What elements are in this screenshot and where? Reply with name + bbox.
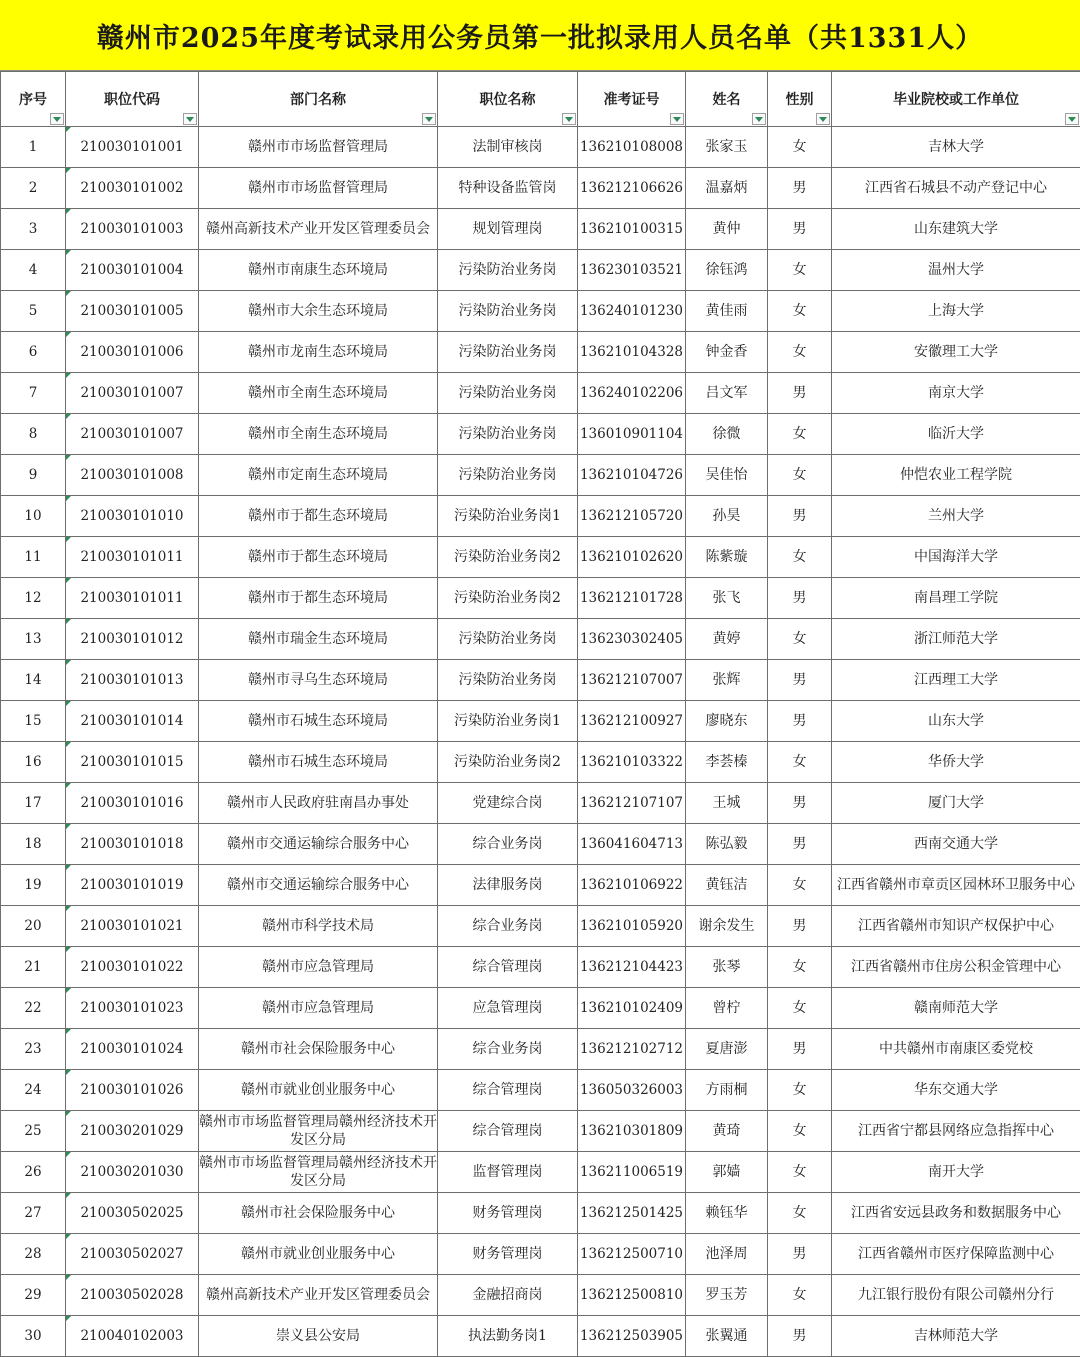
table-row [1,1152,1080,1193]
cell-position-name[interactable]: 污染防治业务岗 [438,373,578,414]
cell-exam-number[interactable]: 136212106626 [578,168,686,209]
cell-name[interactable]: 徐钰鸿 [686,250,768,291]
cell-position-name[interactable]: 金融招商岗 [438,1275,578,1316]
cell-gender[interactable]: 女 [768,619,832,660]
cell-name[interactable]: 曾柠 [686,988,768,1029]
cell-name[interactable]: 黄佳雨 [686,291,768,332]
cell-exam-number[interactable]: 136212100927 [578,701,686,742]
cell-index[interactable]: 21 [1,947,66,988]
cell-exam-number[interactable]: 136212107007 [578,660,686,701]
header-label: 毕业院校或工作单位 [832,89,1080,109]
cell-name[interactable]: 李荟榛 [686,742,768,783]
cell-gender[interactable]: 女 [768,1070,832,1111]
cell-position-name[interactable]: 污染防治业务岗2 [438,537,578,578]
table-row [1,332,1080,373]
cell-gender[interactable]: 男 [768,1234,832,1275]
cell-name[interactable]: 罗玉芳 [686,1275,768,1316]
cell-gender[interactable]: 女 [768,947,832,988]
cell-school-or-employer[interactable]: 华东交通大学 [832,1070,1080,1111]
cell-exam-number[interactable]: 136210106922 [578,865,686,906]
cell-position-name[interactable]: 法制审核岗 [438,127,578,168]
table-row [1,455,1080,496]
cell-gender[interactable]: 男 [768,660,832,701]
cell-exam-number[interactable]: 136212501425 [578,1193,686,1234]
cell-department[interactable]: 赣州市市场监督管理局赣州经济技术开发区分局 [199,1111,438,1152]
cell-gender[interactable]: 女 [768,742,832,783]
filter-dropdown-icon[interactable] [1065,113,1079,125]
cell-name[interactable]: 黄钰洁 [686,865,768,906]
cell-position-name[interactable]: 财务管理岗 [438,1193,578,1234]
cell-position-name[interactable]: 污染防治业务岗 [438,660,578,701]
cell-exam-number[interactable]: 136212503905 [578,1316,686,1357]
cell-school-or-employer[interactable]: 兰州大学 [832,496,1080,537]
cell-index[interactable]: 29 [1,1275,66,1316]
cell-exam-number[interactable]: 136230103521 [578,250,686,291]
cell-index[interactable]: 8 [1,414,66,455]
header-cell-position-code [66,72,199,127]
cell-school-or-employer[interactable]: 温州大学 [832,250,1080,291]
cell-gender[interactable]: 男 [768,373,832,414]
cell-school-or-employer[interactable]: 西南交通大学 [832,824,1080,865]
header-cell-index [1,72,66,127]
cell-position-code[interactable]: 210030101026 [66,1070,199,1111]
cell-gender[interactable]: 男 [768,496,832,537]
cell-school-or-employer[interactable]: 中国海洋大学 [832,537,1080,578]
cell-position-code[interactable]: 210030101008 [66,455,199,496]
cell-school-or-employer[interactable]: 赣南师范大学 [832,988,1080,1029]
cell-position-name[interactable]: 党建综合岗 [438,783,578,824]
cell-exam-number[interactable]: 136210102620 [578,537,686,578]
cell-position-code[interactable]: 210030101006 [66,332,199,373]
cell-index[interactable]: 7 [1,373,66,414]
table-row [1,127,1080,168]
page-title: 赣州市2025年度考试录用公务员第一批拟录用人员名单（共1331人） [97,16,983,55]
cell-name[interactable]: 张飞 [686,578,768,619]
cell-index[interactable]: 16 [1,742,66,783]
cell-position-name[interactable]: 执法勤务岗1 [438,1316,578,1357]
cell-position-name[interactable]: 污染防治业务岗 [438,332,578,373]
cell-index[interactable]: 22 [1,988,66,1029]
cell-name[interactable]: 谢余发生 [686,906,768,947]
personnel-table [0,71,1080,1357]
header-row [1,72,1080,127]
table-row [1,168,1080,209]
header-label: 性别 [768,89,831,109]
cell-school-or-employer[interactable]: 上海大学 [832,291,1080,332]
cell-gender[interactable]: 男 [768,168,832,209]
cell-position-code[interactable]: 210030101005 [66,291,199,332]
header-label: 职位名称 [438,89,577,109]
cell-exam-number[interactable]: 136240102206 [578,373,686,414]
cell-position-code[interactable]: 210030101024 [66,1029,199,1070]
cell-position-name[interactable]: 财务管理岗 [438,1234,578,1275]
cell-gender[interactable]: 男 [768,209,832,250]
cell-position-code[interactable]: 210030201030 [66,1152,199,1193]
cell-school-or-employer[interactable]: 江西省赣州市医疗保障监测中心 [832,1234,1080,1275]
cell-index[interactable]: 27 [1,1193,66,1234]
table-row [1,783,1080,824]
cell-position-name[interactable]: 污染防治业务岗 [438,619,578,660]
cell-department[interactable]: 赣州市石城生态环境局 [199,742,438,783]
header-cell-name [686,72,768,127]
cell-school-or-employer[interactable]: 南昌理工学院 [832,578,1080,619]
cell-index[interactable]: 10 [1,496,66,537]
cell-position-code[interactable]: 210030101012 [66,619,199,660]
cell-exam-number[interactable]: 136230302405 [578,619,686,660]
cell-index[interactable]: 6 [1,332,66,373]
cell-exam-number[interactable]: 136211006519 [578,1152,686,1193]
cell-school-or-employer[interactable]: 山东建筑大学 [832,209,1080,250]
cell-school-or-employer[interactable]: 吉林大学 [832,127,1080,168]
cell-school-or-employer[interactable]: 江西省石城县不动产登记中心 [832,168,1080,209]
cell-department[interactable]: 赣州市应急管理局 [199,988,438,1029]
table-row [1,742,1080,783]
cell-position-name[interactable]: 法律服务岗 [438,865,578,906]
cell-index[interactable]: 15 [1,701,66,742]
cell-gender[interactable]: 男 [768,1316,832,1357]
cell-index[interactable]: 17 [1,783,66,824]
cell-index[interactable]: 9 [1,455,66,496]
cell-position-name[interactable]: 污染防治业务岗 [438,414,578,455]
cell-position-name[interactable]: 特种设备监管岗 [438,168,578,209]
header-label: 准考证号 [578,89,685,109]
cell-position-code[interactable]: 210030101011 [66,578,199,619]
cell-school-or-employer[interactable]: 临沂大学 [832,414,1080,455]
cell-exam-number[interactable]: 136050326003 [578,1070,686,1111]
title-bar [0,0,1080,71]
cell-school-or-employer[interactable]: 江西省赣州市知识产权保护中心 [832,906,1080,947]
table-row [1,1234,1080,1275]
cell-position-name[interactable]: 污染防治业务岗1 [438,496,578,537]
cell-position-name[interactable]: 综合管理岗 [438,947,578,988]
cell-department[interactable]: 赣州市市场监督管理局 [199,168,438,209]
cell-index[interactable]: 23 [1,1029,66,1070]
cell-exam-number[interactable]: 136212500710 [578,1234,686,1275]
table-row [1,660,1080,701]
cell-department[interactable]: 赣州市全南生态环境局 [199,373,438,414]
cell-exam-number[interactable]: 136212500810 [578,1275,686,1316]
cell-position-code[interactable]: 210030101015 [66,742,199,783]
cell-position-name[interactable]: 综合管理岗 [438,1070,578,1111]
cell-index[interactable]: 4 [1,250,66,291]
cell-gender[interactable]: 女 [768,1275,832,1316]
table-row [1,947,1080,988]
cell-name[interactable]: 张翼通 [686,1316,768,1357]
cell-exam-number[interactable]: 136210100315 [578,209,686,250]
cell-gender[interactable]: 女 [768,1152,832,1193]
cell-position-name[interactable]: 污染防治业务岗 [438,291,578,332]
cell-department[interactable]: 赣州市就业创业服务中心 [199,1070,438,1111]
cell-position-name[interactable]: 监督管理岗 [438,1152,578,1193]
cell-school-or-employer[interactable]: 江西省安远县政务和数据服务中心 [832,1193,1080,1234]
cell-index[interactable]: 2 [1,168,66,209]
cell-gender[interactable]: 女 [768,537,832,578]
cell-department[interactable]: 赣州高新技术产业开发区管理委员会 [199,1275,438,1316]
cell-school-or-employer[interactable]: 江西省赣州市住房公积金管理中心 [832,947,1080,988]
cell-department[interactable]: 赣州市大余生态环境局 [199,291,438,332]
filter-dropdown-icon[interactable] [816,113,830,125]
cell-department[interactable]: 赣州市应急管理局 [199,947,438,988]
cell-index[interactable]: 19 [1,865,66,906]
table-row [1,250,1080,291]
table-row [1,496,1080,537]
cell-index[interactable]: 12 [1,578,66,619]
cell-school-or-employer[interactable]: 山东大学 [832,701,1080,742]
cell-index[interactable]: 11 [1,537,66,578]
cell-exam-number[interactable]: 136240101230 [578,291,686,332]
cell-name[interactable]: 黄婷 [686,619,768,660]
cell-position-name[interactable]: 综合业务岗 [438,1029,578,1070]
header-label: 职位代码 [66,89,198,109]
cell-position-code[interactable]: 210030101003 [66,209,199,250]
cell-position-code[interactable]: 210030101019 [66,865,199,906]
cell-position-code[interactable]: 210030101007 [66,373,199,414]
cell-gender[interactable]: 男 [768,1029,832,1070]
cell-exam-number[interactable]: 136041604713 [578,824,686,865]
header-cell-exam-number [578,72,686,127]
cell-gender[interactable]: 女 [768,1111,832,1152]
cell-position-code[interactable]: 210030101014 [66,701,199,742]
cell-gender[interactable]: 女 [768,455,832,496]
cell-gender[interactable]: 女 [768,250,832,291]
cell-position-code[interactable]: 210030101023 [66,988,199,1029]
table-row [1,537,1080,578]
cell-department[interactable]: 赣州市社会保险服务中心 [199,1029,438,1070]
cell-position-code[interactable]: 210030101016 [66,783,199,824]
cell-exam-number[interactable]: 136210108008 [578,127,686,168]
table-body [1,127,1080,1357]
cell-name[interactable]: 温嘉炳 [686,168,768,209]
cell-school-or-employer[interactable]: 仲恺农业工程学院 [832,455,1080,496]
cell-exam-number[interactable]: 136212101728 [578,578,686,619]
cell-gender[interactable]: 女 [768,332,832,373]
cell-department[interactable]: 赣州高新技术产业开发区管理委员会 [199,209,438,250]
cell-exam-number[interactable]: 136210102409 [578,988,686,1029]
header-label: 序号 [1,89,65,109]
cell-position-name[interactable]: 污染防治业务岗1 [438,701,578,742]
cell-exam-number[interactable]: 136212102712 [578,1029,686,1070]
cell-name[interactable]: 陈紫璇 [686,537,768,578]
cell-name[interactable]: 郭嫱 [686,1152,768,1193]
cell-position-code[interactable]: 210030101018 [66,824,199,865]
table-row [1,1193,1080,1234]
cell-name[interactable]: 黄仲 [686,209,768,250]
cell-department[interactable]: 赣州市定南生态环境局 [199,455,438,496]
cell-department[interactable]: 赣州市全南生态环境局 [199,414,438,455]
cell-index[interactable]: 14 [1,660,66,701]
cell-exam-number[interactable]: 136210104328 [578,332,686,373]
cell-exam-number[interactable]: 136212104423 [578,947,686,988]
cell-index[interactable]: 5 [1,291,66,332]
cell-school-or-employer[interactable]: 江西省宁都县网络应急指挥中心 [832,1111,1080,1152]
cell-position-name[interactable]: 应急管理岗 [438,988,578,1029]
cell-index[interactable]: 20 [1,906,66,947]
cell-department[interactable]: 赣州市于都生态环境局 [199,496,438,537]
cell-exam-number[interactable]: 136010901104 [578,414,686,455]
cell-position-code[interactable]: 210030101011 [66,537,199,578]
cell-position-name[interactable]: 综合业务岗 [438,906,578,947]
cell-position-name[interactable]: 综合管理岗 [438,1111,578,1152]
header-cell-position-name [438,72,578,127]
cell-department[interactable]: 赣州市石城生态环境局 [199,701,438,742]
cell-department[interactable]: 赣州市社会保险服务中心 [199,1193,438,1234]
table-row [1,865,1080,906]
table-row [1,373,1080,414]
cell-department[interactable]: 赣州市就业创业服务中心 [199,1234,438,1275]
table-row [1,291,1080,332]
cell-position-code[interactable]: 210030502025 [66,1193,199,1234]
cell-department[interactable]: 赣州市市场监督管理局赣州经济技术开发区分局 [199,1152,438,1193]
cell-name[interactable]: 张琴 [686,947,768,988]
cell-school-or-employer[interactable]: 安徽理工大学 [832,332,1080,373]
header-label: 部门名称 [199,89,437,109]
table-row [1,1275,1080,1316]
cell-exam-number[interactable]: 136210104726 [578,455,686,496]
table-row [1,578,1080,619]
filter-dropdown-icon[interactable] [562,113,576,125]
cell-name[interactable]: 吴佳怡 [686,455,768,496]
cell-gender[interactable]: 女 [768,988,832,1029]
cell-index[interactable]: 13 [1,619,66,660]
cell-position-code[interactable]: 210030101007 [66,414,199,455]
header-cell-school-or-employer [832,72,1080,127]
table-row [1,1070,1080,1111]
filter-dropdown-icon[interactable] [670,113,684,125]
cell-name[interactable]: 池泽周 [686,1234,768,1275]
cell-position-code[interactable]: 210030101013 [66,660,199,701]
cell-exam-number[interactable]: 136212105720 [578,496,686,537]
cell-name[interactable]: 赖钰华 [686,1193,768,1234]
cell-index[interactable]: 18 [1,824,66,865]
cell-position-name[interactable]: 污染防治业务岗2 [438,742,578,783]
cell-department[interactable]: 赣州市瑞金生态环境局 [199,619,438,660]
cell-position-code[interactable]: 210030101021 [66,906,199,947]
cell-index[interactable]: 3 [1,209,66,250]
cell-exam-number[interactable]: 136212107107 [578,783,686,824]
header-cell-department [199,72,438,127]
table-row [1,209,1080,250]
cell-school-or-employer[interactable]: 中共赣州市南康区委党校 [832,1029,1080,1070]
cell-index[interactable]: 25 [1,1111,66,1152]
cell-name[interactable]: 张家玉 [686,127,768,168]
cell-gender[interactable]: 男 [768,906,832,947]
cell-position-name[interactable]: 污染防治业务岗 [438,250,578,291]
cell-index[interactable]: 26 [1,1152,66,1193]
table-row [1,414,1080,455]
cell-name[interactable]: 张辉 [686,660,768,701]
filter-dropdown-icon[interactable] [752,113,766,125]
cell-position-code[interactable]: 210030201029 [66,1111,199,1152]
cell-department[interactable]: 赣州市南康生态环境局 [199,250,438,291]
table-row [1,824,1080,865]
cell-school-or-employer[interactable]: 南开大学 [832,1152,1080,1193]
cell-department[interactable]: 赣州市于都生态环境局 [199,537,438,578]
cell-name[interactable]: 徐微 [686,414,768,455]
cell-index[interactable]: 1 [1,127,66,168]
cell-position-code[interactable]: 210030101002 [66,168,199,209]
cell-gender[interactable]: 男 [768,824,832,865]
header-label: 姓名 [686,89,767,109]
cell-department[interactable]: 赣州市交通运输综合服务中心 [199,824,438,865]
filter-dropdown-icon[interactable] [183,113,197,125]
table-row [1,1029,1080,1070]
filter-dropdown-icon[interactable] [422,113,436,125]
table-row [1,988,1080,1029]
cell-position-code[interactable]: 210040102003 [66,1316,199,1357]
cell-school-or-employer[interactable]: 江西理工大学 [832,660,1080,701]
cell-position-code[interactable]: 210030502028 [66,1275,199,1316]
cell-position-name[interactable]: 综合业务岗 [438,824,578,865]
cell-school-or-employer[interactable]: 华侨大学 [832,742,1080,783]
table-row [1,1316,1080,1357]
table-row [1,906,1080,947]
cell-gender[interactable]: 女 [768,1193,832,1234]
cell-school-or-employer[interactable]: 浙江师范大学 [832,619,1080,660]
filter-dropdown-icon[interactable] [50,113,64,125]
table-row [1,701,1080,742]
cell-exam-number[interactable]: 136210105920 [578,906,686,947]
cell-gender[interactable]: 男 [768,701,832,742]
cell-name[interactable]: 钟金香 [686,332,768,373]
cell-department[interactable]: 赣州市于都生态环境局 [199,578,438,619]
table-row [1,619,1080,660]
cell-position-name[interactable]: 污染防治业务岗 [438,455,578,496]
cell-department[interactable]: 崇义县公安局 [199,1316,438,1357]
table-row [1,1111,1080,1152]
cell-name[interactable]: 陈弘毅 [686,824,768,865]
cell-gender[interactable]: 男 [768,783,832,824]
cell-department[interactable]: 赣州市科学技术局 [199,906,438,947]
cell-position-code[interactable]: 210030101001 [66,127,199,168]
cell-gender[interactable]: 女 [768,414,832,455]
cell-position-code[interactable]: 210030101010 [66,496,199,537]
header-cell-gender [768,72,832,127]
cell-position-code[interactable]: 210030101004 [66,250,199,291]
cell-department[interactable]: 赣州市交通运输综合服务中心 [199,865,438,906]
cell-index[interactable]: 28 [1,1234,66,1275]
cell-position-code[interactable]: 210030502027 [66,1234,199,1275]
cell-name[interactable]: 廖晓东 [686,701,768,742]
cell-exam-number[interactable]: 136210301809 [578,1111,686,1152]
cell-gender[interactable]: 女 [768,291,832,332]
cell-department[interactable]: 赣州市市场监督管理局 [199,127,438,168]
cell-school-or-employer[interactable]: 江西省赣州市章贡区园林环卫服务中心 [832,865,1080,906]
cell-department[interactable]: 赣州市人民政府驻南昌办事处 [199,783,438,824]
cell-name[interactable]: 夏唐澎 [686,1029,768,1070]
cell-name[interactable]: 王城 [686,783,768,824]
cell-exam-number[interactable]: 136210103322 [578,742,686,783]
cell-school-or-employer[interactable]: 南京大学 [832,373,1080,414]
cell-index[interactable]: 30 [1,1316,66,1357]
cell-gender[interactable]: 女 [768,865,832,906]
cell-name[interactable]: 方雨桐 [686,1070,768,1111]
cell-gender[interactable]: 女 [768,127,832,168]
cell-department[interactable]: 赣州市龙南生态环境局 [199,332,438,373]
cell-school-or-employer[interactable]: 厦门大学 [832,783,1080,824]
cell-position-code[interactable]: 210030101022 [66,947,199,988]
cell-index[interactable]: 24 [1,1070,66,1111]
cell-position-name[interactable]: 污染防治业务岗2 [438,578,578,619]
cell-school-or-employer[interactable]: 吉林师范大学 [832,1316,1080,1357]
cell-position-name[interactable]: 规划管理岗 [438,209,578,250]
cell-name[interactable]: 孙昊 [686,496,768,537]
cell-department[interactable]: 赣州市寻乌生态环境局 [199,660,438,701]
cell-school-or-employer[interactable]: 九江银行股份有限公司赣州分行 [832,1275,1080,1316]
cell-name[interactable]: 黄琦 [686,1111,768,1152]
cell-gender[interactable]: 男 [768,578,832,619]
cell-name[interactable]: 吕文军 [686,373,768,414]
